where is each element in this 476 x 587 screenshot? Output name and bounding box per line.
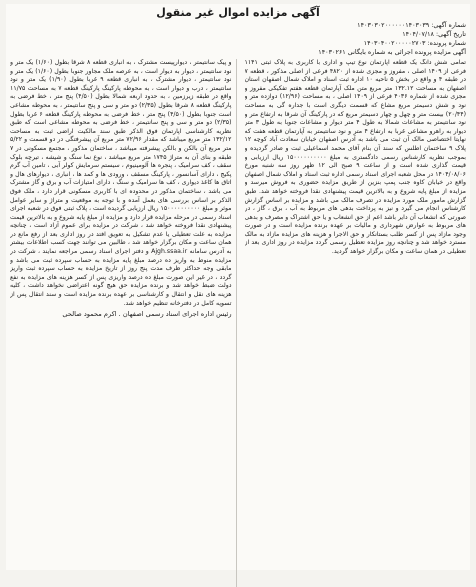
auction-notice: آگهی مزایده پرونده اجرائی به شماره بایگانی ۱۴۰۳۰۲۶۱ — [318, 48, 466, 56]
document-page — [6, 4, 470, 570]
page-title: آگهی مزایده اموال غیر منقول — [156, 6, 320, 19]
left-column-text: و پیک سانتیمتر ، دیوارپیست مشترک ، به انباری قطعه ۸ شرقا بطول (۱/۶۰) یک متر و نود سانتیمتر ، دیوار به دیوار است ، به عرصه ملک مجاور جنوبا بطول (۱/۶۰) یک متر و نود سانتیمتر ، دیوار مشترک ، به انباری قطعه ۹ غربا بطول (۱/۹۰) یک متر و نود سانتیمتر ، درب و دیوار است ، به محوطه پارکینگ پارکینگ قطعه ۷ به مساحت ۱۱/۷۵ واقع در طبقه زیرزمین ، به حدود اربعه شمالا بطول (۴/۵۰) پنج متر ، خط فرضی به پارکینگ قطعه ۸ شرقا بطول (۲/۳۵) دو متر و سی و پنج سانتیمتر ، به محوطه مشاعی است جنوبا بطول (۴/۵۰) پنج متر ، خط فرضی به محوطه پارکینگ قطعه ۶ غربا بطول (۲/۳۵) دو متر و سی و پنج سانتیمتر ، خط فرضی به محوطه مشاعی است که طبق نظریه کارشناسی اپارتمان فوق الذکر طبق سند مالکیت اراضی ثبت به مساحت ۱۳۲/۱۲ متر مربع میباشد که مقدار ۷۲/۹۶ متر مربع آن پیشرفتگی در دو قسمت و ۵/۲۲ متر مربع آن بالکن و بالکن پیشرفته میباشد ، ساختمان مذکور ، مجتمع مسکونی در ۷ طبقه و بنای آن به متراژ ۱۷۴۵ متر مربع میباشد ، نوع نما سنگ و شیشه ، تیرچه بلوک سقف ، کف سرامیک ، پنجره ها آلومینیوم ، سیستم سرمایش کولر آبی ، تامین آب گرم پکیج ، دارای آسانسور ، پارکینگ مسقف ، ورودی ها و کمد ها ، انباری ، دیوارهای هال و اتاق ها کاغذ دیواری ، کف ها سرامیک و سنگ ، دارای امتیازات آب و برق و گاز مشترک می باشد ، ساختمان مذکور در محدوده ای با کاربری مسکونی قرار دارد ، ملک فوق الذکر بر اساس بررسی های بعمل آمده و با توجه به موقعیت و متراژ و سایر عوامل موثر و مبلغ ۱۵۰۰۰۰۰۰۰۰۰۰ ریال ارزیابی گردیده است ، پلاک ثبتی فوق در شعبه اجرای اسناد رسمی در مرحله مزایده قرار دارد و مزایده از مبلغ پایه شروع و به بالاترین قیمت پیشنهادی نقدا فروخته خواهد شد ، شرکت در مزایده برای عموم آزاد است ، چنانچه مزایده به علت تعطیلی یا عدم تشکیل به تعویق افتد در روز اداری بعد از رفع مانع در همان ساعت و مکان برگزار خواهد شد ، طالبین می توانند جهت کسب اطلاعات بیشتر به آدرس سامانه Ajgh.ssaa.ir و دفتر اجرای اسناد رسمی مراجعه نمایند ، شرکت در مزایده منوط به واریز ده درصد مبلغ پایه مزایده به حساب سپرده ثبت می باشد و مابقی وجه حداکثر ظرف مدت پنج روز از تاریخ مزایده به حساب سپرده ثبت واریز گردد ، در غیر این صورت مبلغ ده درصد واریزی پس از کسر هزینه های مزایده به نفع دولت ضبط خواهد شد و برنده مزایده حق هیچ گونه اعتراضی نخواهد داشت ، کلیه هزینه های نقل و انتقال و کارشناسی بر عهده برنده مزایده است و سند انتقال پس از تسویه کامل در دفترخانه تنظیم خواهد شد. — [10, 59, 232, 307]
ad-meta — [10, 21, 466, 57]
signature: رئیس اداره اجرای اسناد رسمی اصفهان . اکرم محمود صالحی — [62, 310, 232, 319]
right-column-text: تمامی شش دانگ یک قطعه آپارتمان نوع تیپ و اداری با کاربری به پلاک ثبتی ۱۱۴۱ فرعی از ۱۴۰۹ اصلی ، مفروز و مجزی شده از ۴۸۲۰ فرعی از اصلی مذکور ، قطعه ۷ در طبقه ۴ و واقع در بخش ۵ ناحیه ۱۰ اداره ثبت اسناد و املاک شمال اصفهان استان اصفهان به مساحت ۱۳۲.۱۲ متر مربع متن ملک آپارتمان قطعه هفتم تفکیکی مفروز و مجزی شده از شماره ۴۰۳۶ فرعی از ۱۴۰۹ اصلی ، به مساحت (۱۲/۹۶) دوازده متر و نود و شش دسیمتر مربع مشاع که قسمت دیگری است با جداره گی به مساحت (۲۰/۴۴) بیست متر و چهل و چهار دسیمتر مربع که در پارکینگ آن شرقا به ارتفاع متر و نود سانتیمتر به مشاعات شمالا به طول ۴ متر دیوار و مشاعات جنوبا به طول ۳ متر دیوار به راهرو مشاعی غربا به ارتفاع ۴ متر و نود سانتیمتر به آپارتمان قطعه هفت که نهایتا اختصاصی مالک آن ثبت می باشد به آدرس اصفهان خیابان سعادت آباد کوچه ۱۲ پلاک ۹ ساختمان اطلس که سند آن بنام آقای محمد اسماعیلی ثبت و صادر گردیده و بموجب نظریه کارشناس رسمی دادگستری به مبلغ ۱۵۰۰۰۰۰۰۰۰۰۰ ریال ارزیابی و قیمت گذاری شده است و از ساعت ۹ صبح الی ۱۲ ظهر روز سه شنبه مورخ ۱۴۰۴/۰۸/۰۶ در محل شعبه اجرای اسناد رسمی اداره ثبت اسناد و املاک شمال اصفهان واقع در خیابان کاوه جنب پمپ بنزین از طریق مزایده حضوری به فروش میرسد و مزایده از مبلغ پایه شروع و به بالاترین قیمت پیشنهادی نقدا فروخته خواهد شد. طبق گزارش مامور ملک مورد مزایده در تصرف مالک می باشد و مزایده بر اساس گزارش کارشناس انجام می گیرد و نیز به پرداخت بدهی های مربوط به آب ، برق ، گاز ، در صورتی که انشعاب آن دایر باشد اعم از حق انشعاب و یا حق اشتراک و مصرف و بدهی های مربوط به عوارض شهرداری و مالیات بر عهده برنده مزایده است و در صورت وجود مازاد پس از کسر طلب بستانکار و حق الاجرا و هزینه های مزایده مازاد به مالک مسترد خواهد شد و چنانچه روز مزایده تعطیل رسمی گردد مزایده در روز اداری بعد از تعطیلی در همان ساعت و مکان برگزار خواهد گردید. — [244, 59, 466, 256]
ad-number: شماره آگهی: ۱۴۰۳۰۳۰۲۰۰۰۰۰۰۱۴۰۳۰۳۹ — [357, 21, 466, 29]
case-number: شماره پرونده: ۱۴۰۳۰۴۰۰۲۰۰۰۰۰۲۷۰۳ — [363, 39, 466, 47]
right-column — [245, 59, 467, 587]
left-column — [10, 59, 237, 587]
ad-date: تاریخ آگهی: ۱۴۰۴/۰۷/۱۸ — [402, 30, 466, 38]
text-columns — [10, 59, 466, 587]
